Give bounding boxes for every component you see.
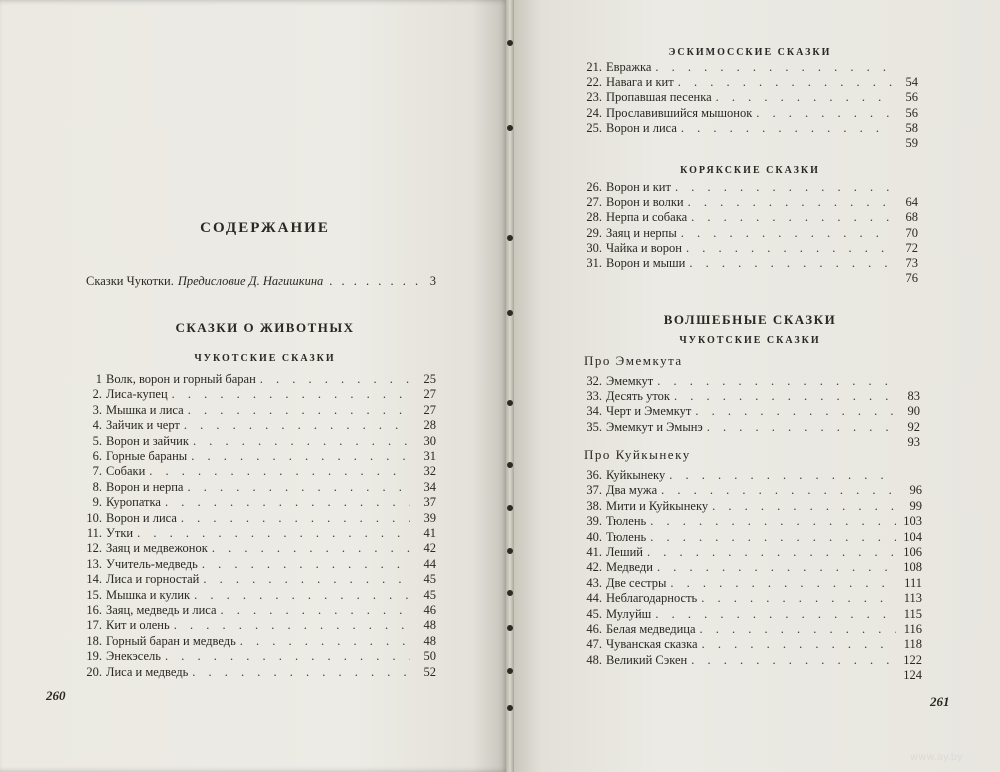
leader-dots <box>184 418 410 433</box>
toc-entry <box>580 576 922 591</box>
toc-entry <box>580 195 918 210</box>
entry-title: Неблагодарность <box>606 591 698 606</box>
entry-page: 48 <box>423 618 436 633</box>
leader-dots <box>329 274 423 289</box>
book-gutter <box>506 0 514 772</box>
entry-page: 116 <box>903 622 922 636</box>
entry-page: 70 <box>905 225 918 240</box>
entry-title: Зайчик и черт <box>106 418 180 433</box>
leader-dots <box>689 256 892 271</box>
entry-number: 42. <box>586 560 602 575</box>
page-number-right: 261 <box>930 694 950 709</box>
binding-stitch <box>507 505 513 511</box>
toc-entry <box>82 649 436 664</box>
leader-dots <box>188 403 410 418</box>
entry-number: 29. <box>586 225 602 240</box>
entry-page: 83 <box>907 389 920 404</box>
entry-title: Десять уток <box>606 389 670 404</box>
binding-stitch <box>507 548 513 554</box>
toc-entry <box>580 560 922 575</box>
entry-number: 7. <box>92 464 102 479</box>
entry-page: 52 <box>423 664 436 679</box>
entry-title: Пропавшая песенка <box>606 90 712 105</box>
entry-page: 41 <box>423 526 436 540</box>
entry-page: 27 <box>423 387 436 402</box>
entry-page: 46 <box>423 603 436 617</box>
binding-stitch <box>507 705 513 711</box>
intro-page: 3 <box>429 274 436 288</box>
toc-entry <box>580 622 922 637</box>
entry-page: 56 <box>905 105 918 120</box>
binding-stitch <box>507 625 513 631</box>
entry-page: 34 <box>423 479 436 494</box>
entry-number: 39. <box>586 514 602 529</box>
entry-number: 2. <box>92 387 102 402</box>
trailing-page-row <box>580 668 922 683</box>
entry-page: 28 <box>423 418 436 433</box>
entry-title: Кит и олень <box>106 618 170 633</box>
entry-title: Лиса и медведь <box>106 664 189 679</box>
entry-title: Эмемкут и Эмынэ <box>606 419 703 434</box>
entry-title: Медведи <box>606 560 653 575</box>
entry-number: 5. <box>92 433 102 448</box>
trailing-page-row <box>580 136 918 151</box>
leader-dots <box>670 576 896 591</box>
toc-entry <box>580 180 918 195</box>
leader-dots <box>650 514 896 529</box>
entry-number: 27. <box>586 195 602 210</box>
entry-title: Тюлень <box>606 529 647 544</box>
entry-number: 35. <box>586 419 602 434</box>
leader-dots <box>240 634 410 649</box>
leader-dots <box>221 603 410 618</box>
entry-title: Ворон и лиса <box>106 510 177 525</box>
leader-dots <box>655 60 892 75</box>
entry-title: Энекэсель <box>106 649 161 664</box>
toc-entry <box>580 75 918 90</box>
entry-title: Навага и кит <box>606 75 674 90</box>
toc-entry <box>82 588 436 603</box>
entry-title: Куропатка <box>106 495 161 510</box>
toc-entry <box>580 653 922 668</box>
entry-page: 54 <box>905 75 918 90</box>
entry-number: 8. <box>92 479 102 494</box>
entry-number: 38. <box>586 498 602 513</box>
entry-title: Ворон и мыши <box>606 256 686 270</box>
binding-stitch <box>507 400 513 406</box>
entry-number: 30. <box>586 240 602 255</box>
toc-entry <box>82 464 436 479</box>
trailing-page-number: 93 <box>907 434 920 449</box>
leader-dots <box>707 420 894 435</box>
entry-number: 46. <box>586 622 602 636</box>
leader-dots <box>165 649 410 664</box>
page-number-left: 260 <box>46 688 66 703</box>
entry-number: 14. <box>86 572 102 587</box>
leader-dots <box>691 653 896 668</box>
watermark: www.ay.by <box>910 752 963 763</box>
toc-entry <box>82 387 436 402</box>
entry-title: Мулуйш <box>606 606 652 621</box>
toc-entry <box>580 530 922 545</box>
entry-title: Собаки <box>106 464 146 479</box>
leader-dots <box>192 665 410 680</box>
toc-intro-row <box>86 274 436 289</box>
entry-page: 45 <box>423 572 436 587</box>
toc-entry <box>580 499 922 514</box>
binding-stitch <box>507 125 513 131</box>
entry-title: Ворон и кит <box>606 180 671 194</box>
heading-koryak-tales: КОРЯКСКИЕ СКАЗКИ <box>680 165 820 176</box>
entry-title: Волк, ворон и горный баран <box>106 372 256 386</box>
entry-title: Чуванская сказка <box>606 637 698 652</box>
leader-dots <box>194 588 410 603</box>
entry-number: 45. <box>586 606 602 621</box>
leader-dots <box>675 180 892 195</box>
binding-stitch <box>507 590 513 596</box>
entry-number: 36. <box>586 468 602 482</box>
leader-dots <box>181 511 410 526</box>
entry-number: 28. <box>586 210 602 225</box>
entry-number: 9. <box>92 495 102 510</box>
entry-number: 10. <box>86 510 102 525</box>
entry-number: 26. <box>586 180 602 194</box>
toc-entry <box>82 511 436 526</box>
leader-dots <box>203 572 410 587</box>
entry-number: 11. <box>86 526 102 540</box>
entry-title: Лиса-купец <box>106 387 168 402</box>
binding-stitch <box>507 462 513 468</box>
entry-title: Два мужа <box>606 483 658 498</box>
leader-dots <box>681 121 892 136</box>
entry-number: 13. <box>86 556 102 571</box>
entry-number: 23. <box>586 90 602 105</box>
leader-dots <box>212 541 410 556</box>
toc-entry <box>580 241 918 256</box>
leader-dots <box>669 468 896 483</box>
entry-page: 58 <box>905 120 918 135</box>
entry-page: 42 <box>423 541 436 556</box>
entry-title: Учитель-медведь <box>106 556 198 571</box>
entry-number: 44. <box>586 591 602 606</box>
leader-dots <box>260 372 410 387</box>
leader-dots <box>650 530 896 545</box>
contents-title: СОДЕРЖАНИЕ <box>200 220 330 236</box>
trailing-page-number: 124 <box>903 668 922 683</box>
entry-title: Утки <box>106 526 134 540</box>
entry-page: 32 <box>423 464 436 479</box>
toc-entry <box>580 483 922 498</box>
leader-dots <box>657 560 896 575</box>
entry-number: 3. <box>92 402 102 417</box>
toc-entry <box>580 545 922 560</box>
entry-number: 41. <box>586 545 602 559</box>
entry-title: Заяц и медвежонок <box>106 541 208 556</box>
toc-entry <box>580 607 922 622</box>
entry-number: 22. <box>586 75 602 90</box>
entry-number: 1 <box>95 372 102 386</box>
entry-page: 37 <box>423 495 436 510</box>
toc-entry <box>82 634 436 649</box>
entry-title: Леший <box>606 545 643 559</box>
entry-page: 108 <box>903 560 922 575</box>
entry-number: 43. <box>586 575 602 590</box>
trailing-page-row <box>580 271 918 286</box>
entry-title: Тюлень <box>606 514 647 529</box>
entry-title: Заяц и нерпы <box>606 225 677 240</box>
toc-entry <box>580 404 920 419</box>
trailing-page-number: 59 <box>905 136 918 150</box>
section-magic-tales: ВОЛШЕБНЫЕ СКАЗКИ <box>663 312 837 327</box>
leader-dots <box>716 90 892 105</box>
intro-author: Предисловие Д. Нагишкина <box>177 274 324 288</box>
entry-title: Горные бараны <box>106 449 188 463</box>
leader-dots <box>187 480 410 495</box>
entry-page: 122 <box>903 652 922 667</box>
toc-entry <box>580 420 920 435</box>
toc-entry <box>580 90 918 105</box>
entry-page: 103 <box>903 514 922 529</box>
entry-number: 21. <box>586 60 602 74</box>
toc-entry <box>580 468 922 483</box>
entry-number: 31. <box>586 256 602 270</box>
toc-entry <box>82 434 436 449</box>
entry-page: 111 <box>904 575 922 590</box>
leader-dots <box>165 495 410 510</box>
entry-number: 17. <box>86 618 102 633</box>
toc-entry <box>82 572 436 587</box>
entry-title: Прославившийся мышонок <box>606 105 753 120</box>
leader-dots <box>700 622 896 637</box>
leader-dots <box>202 557 410 572</box>
toc-entry <box>580 256 918 271</box>
toc-entry <box>82 495 436 510</box>
toc-entry <box>82 449 436 464</box>
toc-entry <box>580 514 922 529</box>
entry-page: 99 <box>909 498 922 513</box>
entry-page: 113 <box>903 591 922 606</box>
entry-title: Горный баран и медведь <box>106 633 236 648</box>
leader-dots <box>674 389 894 404</box>
leader-dots <box>695 404 894 419</box>
entry-page: 68 <box>905 210 918 225</box>
leader-dots <box>657 374 894 389</box>
toc-entry <box>82 418 436 433</box>
entry-title: Белая медведица <box>606 622 696 636</box>
toc-entry <box>580 210 918 225</box>
entry-page: 56 <box>905 90 918 105</box>
binding-stitch <box>507 40 513 46</box>
entry-page: 44 <box>423 556 436 571</box>
entry-title: Черт и Эмемкут <box>606 404 692 419</box>
entry-number: 15. <box>86 587 102 602</box>
entry-number: 18. <box>86 633 102 648</box>
entry-number: 48. <box>586 652 602 667</box>
leader-dots <box>686 241 892 256</box>
entry-page: 90 <box>907 404 920 419</box>
entry-page: 45 <box>423 587 436 602</box>
entry-number: 6. <box>92 449 102 463</box>
binding-stitch <box>507 310 513 316</box>
entry-title: Эмемкут <box>606 374 654 388</box>
toc-entry <box>82 665 436 680</box>
leader-dots <box>712 499 896 514</box>
leader-dots <box>149 464 410 479</box>
subsection-chukchi-magic: ЧУКОТСКИЕ СКАЗКИ <box>679 335 821 346</box>
entry-page: 48 <box>423 633 436 648</box>
toc-entry <box>580 121 918 136</box>
entry-title: Заяц, медведь и лиса <box>106 603 217 617</box>
entry-title: Мышка и лиса <box>106 402 184 417</box>
entry-page: 25 <box>423 372 436 386</box>
leader-dots <box>681 226 892 241</box>
leader-dots <box>174 618 410 633</box>
leader-dots <box>647 545 896 560</box>
entry-number: 37. <box>586 483 602 498</box>
entry-page: 72 <box>905 240 918 255</box>
entry-title: Куйкынеку <box>606 468 666 482</box>
toc-entry <box>580 591 922 606</box>
toc-entry <box>580 60 918 75</box>
entry-title: Ворон и лиса <box>606 120 677 135</box>
toc-entry <box>580 637 922 652</box>
toc-entry <box>82 526 436 541</box>
heading-eskimo-tales: ЭСКИМОССКИЕ СКАЗКИ <box>668 47 832 58</box>
entry-page: 27 <box>423 402 436 417</box>
entry-number: 33. <box>586 389 602 404</box>
section-animal-tales: СКАЗКИ О ЖИВОТНЫХ <box>175 320 355 335</box>
entry-number: 4. <box>92 418 102 433</box>
entry-page: 96 <box>909 483 922 498</box>
entry-title: Евражка <box>606 60 652 74</box>
entry-title: Мити и Куйкынеку <box>606 498 709 513</box>
leader-dots <box>756 106 892 121</box>
entry-number: 34. <box>586 404 602 419</box>
group-heading-kuikyneku: Про Куйкынеку <box>584 447 691 462</box>
entry-title: Две сестры <box>606 575 667 590</box>
intro-title: Сказки Чукотки. <box>86 274 174 288</box>
leader-dots <box>702 637 896 652</box>
entry-page: 106 <box>903 545 922 559</box>
entry-page: 39 <box>423 510 436 525</box>
binding-stitch <box>507 668 513 674</box>
group-heading-ememkut: Про Эмемкута <box>584 353 683 368</box>
entry-page: 30 <box>423 433 436 448</box>
subsection-chukchi-tales: ЧУКОТСКИЕ СКАЗКИ <box>194 353 336 364</box>
entry-number: 16. <box>86 603 102 617</box>
entry-page: 64 <box>905 195 918 210</box>
entry-title: Ворон и нерпа <box>106 479 184 494</box>
leader-dots <box>691 210 892 225</box>
leader-dots <box>661 483 896 498</box>
entry-number: 32. <box>586 374 602 388</box>
leader-dots <box>137 526 410 541</box>
toc-entry <box>82 480 436 495</box>
leader-dots <box>191 449 410 464</box>
toc-entry <box>580 389 920 404</box>
entry-page: 115 <box>903 606 922 621</box>
entry-title: Мышка и кулик <box>106 587 191 602</box>
entry-number: 12. <box>86 541 102 556</box>
toc-entry <box>580 226 918 241</box>
trailing-page-number: 76 <box>905 271 918 286</box>
entry-number: 19. <box>86 649 102 664</box>
entry-title: Чайка и ворон <box>606 240 682 255</box>
toc-entry <box>82 557 436 572</box>
toc-entry <box>82 603 436 618</box>
leader-dots <box>678 75 892 90</box>
toc-entry <box>580 374 920 389</box>
binding-stitch <box>507 235 513 241</box>
entry-page: 73 <box>905 256 918 270</box>
leader-dots <box>193 434 410 449</box>
entry-page: 31 <box>423 449 436 463</box>
entry-page: 92 <box>907 419 920 434</box>
entry-number: 25. <box>586 120 602 135</box>
entry-page: 104 <box>903 529 922 544</box>
entry-title: Лиса и горностай <box>106 572 200 587</box>
entry-title: Ворон и волки <box>606 195 684 210</box>
leader-dots <box>172 387 410 402</box>
entry-number: 47. <box>586 637 602 652</box>
entry-number: 40. <box>586 529 602 544</box>
entry-title: Нерпа и собака <box>606 210 688 225</box>
toc-entry <box>82 372 436 387</box>
entry-page: 50 <box>423 649 436 664</box>
entry-number: 20. <box>86 664 102 679</box>
leader-dots <box>701 591 896 606</box>
toc-entry <box>580 106 918 121</box>
leader-dots <box>655 607 896 622</box>
entry-page: 118 <box>903 637 922 652</box>
toc-entry <box>82 618 436 633</box>
leader-dots <box>688 195 892 210</box>
toc-entry <box>82 541 436 556</box>
entry-number: 24. <box>586 105 602 120</box>
toc-entry <box>82 403 436 418</box>
entry-title: Великий Сэкен <box>606 652 688 667</box>
entry-title: Ворон и зайчик <box>106 433 189 448</box>
